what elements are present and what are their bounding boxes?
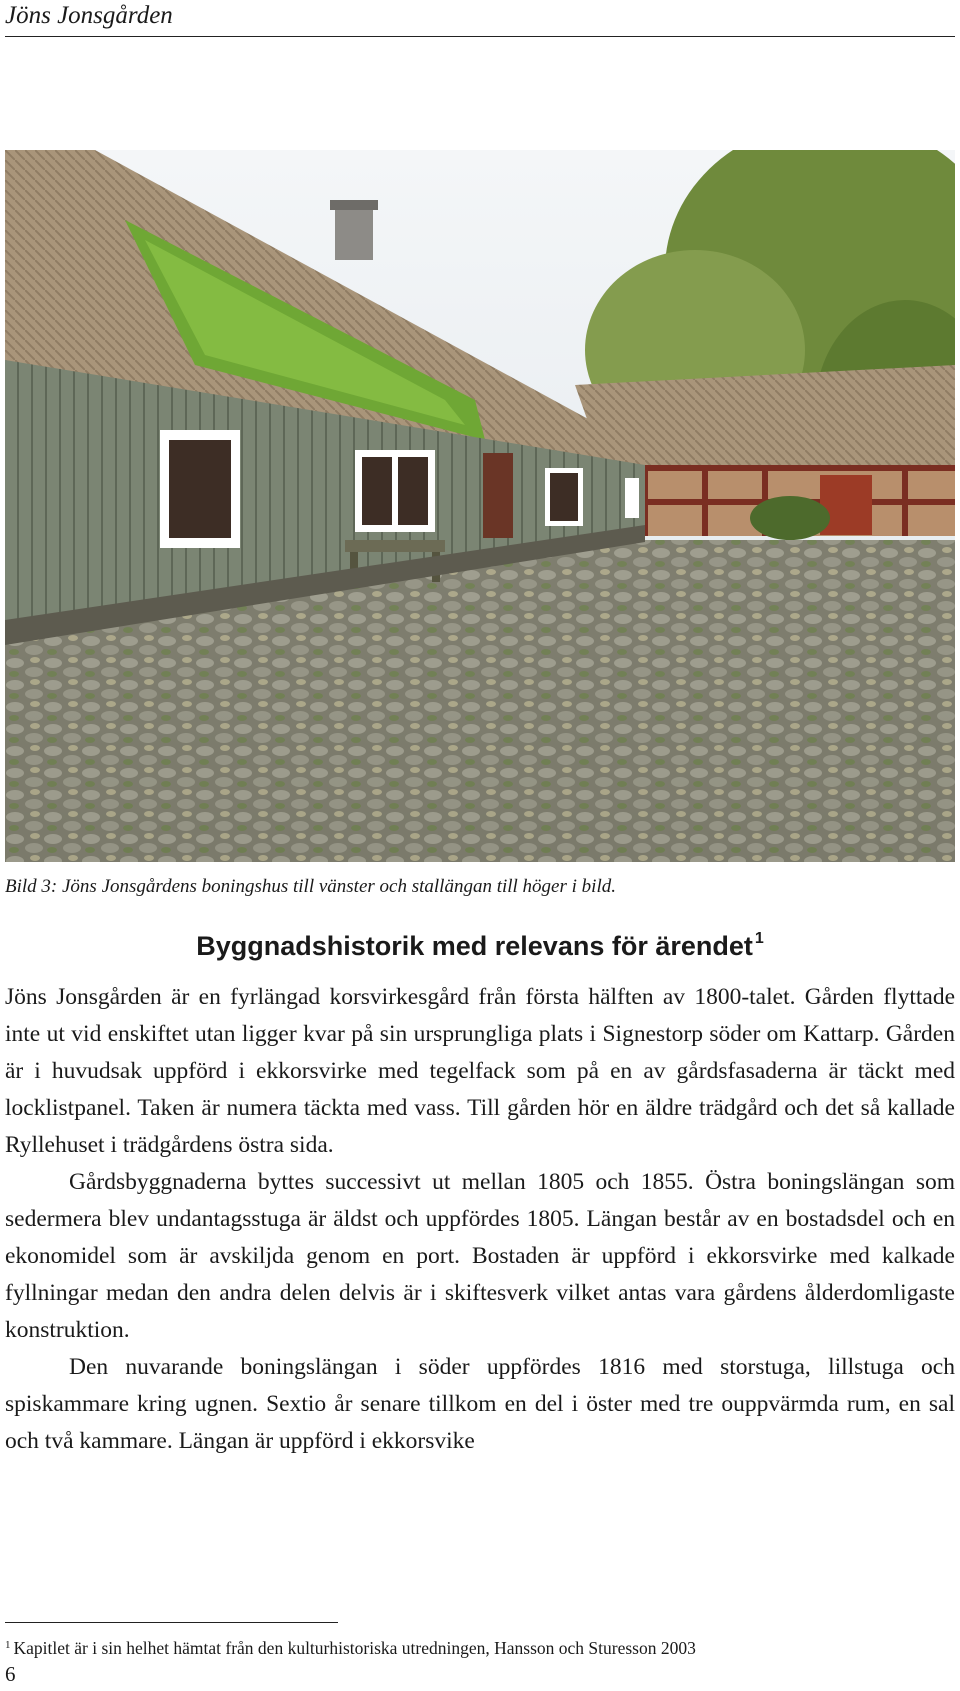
footnote: [5, 1638, 696, 1659]
farmhouse-illustration: [5, 150, 955, 862]
footnote-text: Kapitlet är i sin helhet hämtat från den kulturhistoriska utredningen, Hansson och Sturesson 2003: [13, 1638, 696, 1658]
figure-caption: Bild 3: Jöns Jonsgårdens boningshus till vänster och stallängan till höger i bild.: [5, 876, 616, 897]
running-header-title: Jöns Jonsgården: [5, 2, 173, 29]
page-number: 6: [5, 1662, 16, 1686]
footnote-marker: 1: [5, 1639, 11, 1651]
footnote-reference[interactable]: 1: [754, 930, 764, 947]
section-heading: [0, 930, 960, 962]
section-heading-text: Byggnadshistorik med relevans för ärendet: [196, 931, 753, 961]
footnote-divider: [5, 1622, 338, 1623]
paragraph-2: Gårdsbyggnaderna byttes successivt ut mellan 1805 och 1855. Östra boningslängan som sedermera blev undantagsstuga är äldst och uppfördes 1805. Längan består av en bostadsdel och en ekonomidel som är avskiljda genom en port. Bostaden är uppförd i ekkorsvirke med kalkade fyllningar medan den andra delen delvis är i skiftesverk vilket antas vara gårdens ålderdomligaste konstruktion.: [5, 1169, 955, 1343]
farmhouse-photo: [5, 150, 955, 862]
body-text: [5, 979, 955, 1460]
paragraph-1: Jöns Jonsgården är en fyrlängad korsvirkesgård från första hälften av 1800-talet. Gården flyttade inte ut vid enskiftet utan ligger kvar på sin ursprungliga plats i Signestorp söder om Kattarp. Gården är i huvudsak uppförd i ekkorsvirke med tegelfack som på en av gårdsfasaderna är täckt med locklistpanel. Taken är numera täckta med vass. Till gården hör en äldre trädgård och det så kallade Ryllehuset i trädgårdens östra sida.: [5, 984, 955, 1158]
running-header: [5, 0, 955, 37]
paragraph-3: Den nuvarande boningslängan i söder uppfördes 1816 med storstuga, lillstuga och spiskammare kring ugnen. Sextio år senare tillkom en del i öster med tre ouppvärmda rum, en sal och två kammare. Längan är uppförd i ekkorsvike: [5, 1354, 955, 1454]
